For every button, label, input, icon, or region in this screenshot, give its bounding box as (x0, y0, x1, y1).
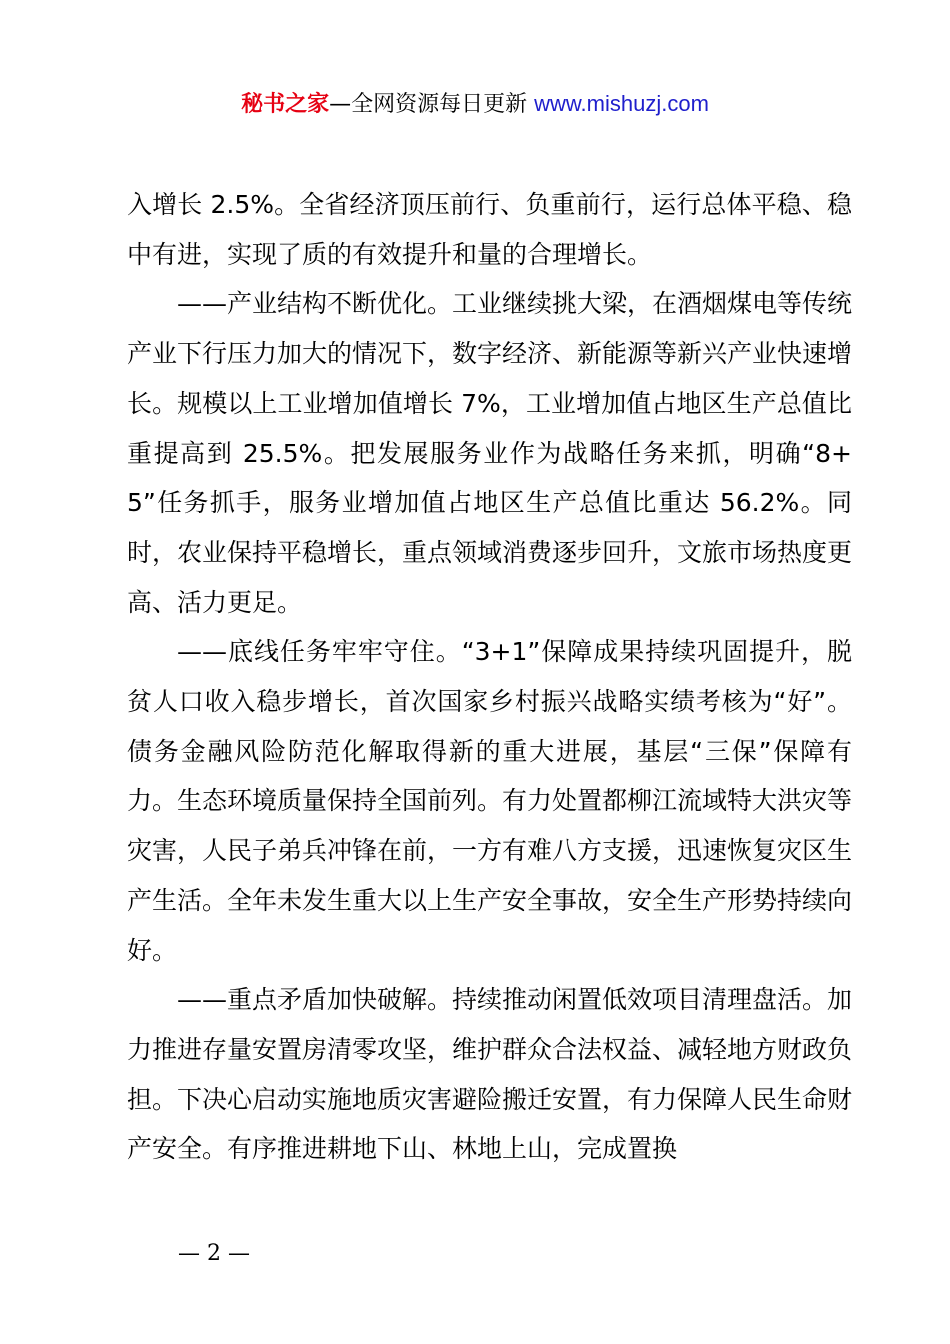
paragraph-continuation: 入增长 2.5%。全省经济顶压前行、负重前行，运行总体平稳、稳中有进，实现了质的有效提升和量的合理增长。 (127, 190, 852, 269)
page-number: — 2 — (178, 1241, 250, 1266)
brand-name: 秘书之家 (241, 92, 330, 117)
header-tagline: —全网资源每日更新 (329, 92, 535, 117)
paragraph-key-contradictions: ——重点矛盾加快破解。持续推动闲置低效项目清理盘活。加力推进存量安置房清零攻坚，维护群众合法权益、减轻地方财政负担。下决心启动实施地质灾害避险搬迁安置，有力保障人民生命财产安全。有序推进耕地下山、林地上山，完成置换 (127, 985, 853, 1164)
watermark-header (0, 88, 950, 121)
paragraph-bottom-line-tasks: ——底线任务牢牢守住。“3+1”保障成果持续巩固提升，脱贫人口收入稳步增长，首次国家乡村振兴战略实绩考核为“好”。债务金融风险防范化解取得新的重大进展，基层“三保”保障有力。生态环境质量保持全国前列。有力处置都柳江流域特大洪灾等灾害，人民子弟兵冲锋在前，一方有难八方支援，迅速恢复灾区生产生活。全年未发生重大以上生产安全事故，安全生产形势持续向好。 (127, 637, 853, 965)
paragraph-industrial-structure: ——产业结构不断优化。工业继续挑大梁，在酒烟煤电等传统产业下行压力加大的情况下，数字经济、新能源等新兴产业快速增长。规模以上工业增加值增长 7%，工业增加值占地区生产总值比重提高到 25.5%。把发展服务业作为战略任务来抓，明确“8+5”任务抓手，服务业增加值占地区生产总值比重达 56.2%。同时，农业保持平稳增长，重点领域消费逐步回升，文旅市场热度更高、活力更足。 (127, 289, 853, 617)
header-url: www.mishuzj.com (534, 91, 709, 116)
document-body (127, 180, 852, 1174)
